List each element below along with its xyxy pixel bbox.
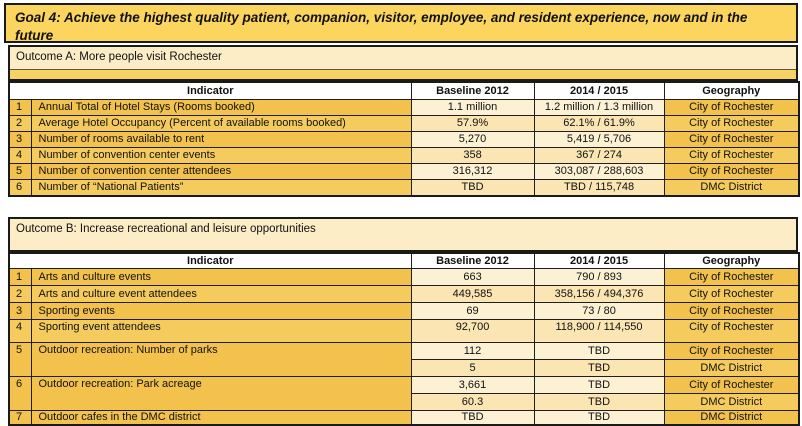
col-header-geography: Geography [664, 253, 799, 269]
indicator-cell: Sporting event attendees [31, 320, 411, 343]
table-row [9, 148, 799, 164]
table-outcome-b [8, 252, 800, 426]
report-page [0, 3, 802, 423]
table-outcome-a [8, 81, 800, 197]
current-cell: TBD [534, 360, 664, 377]
indicator-cell: Arts and culture event attendees [31, 286, 411, 303]
geography-cell: City of Rochester [664, 148, 799, 164]
col-header-baseline: Baseline 2012 [411, 253, 534, 269]
current-cell: TBD [534, 377, 664, 394]
indicator-cell: Average Hotel Occupancy (Percent of available rooms booked) [31, 116, 411, 132]
table-row [9, 100, 799, 116]
baseline-cell: TBD [411, 411, 534, 426]
baseline-cell: 449,585 [411, 286, 534, 303]
table-row [9, 269, 799, 286]
current-cell: 62.1% / 61.9% [534, 116, 664, 132]
baseline-cell: TBD [411, 180, 534, 197]
row-number: 5 [9, 343, 31, 377]
row-number: 4 [9, 148, 31, 164]
baseline-cell: 358 [411, 148, 534, 164]
row-number: 1 [9, 269, 31, 286]
baseline-cell: 5 [411, 360, 534, 377]
table-row [9, 411, 799, 426]
row-number: 3 [9, 303, 31, 320]
current-cell: 790 / 893 [534, 269, 664, 286]
baseline-cell: 60.3 [411, 394, 534, 411]
indicator-cell: Arts and culture events [31, 269, 411, 286]
indicator-cell: Sporting events [31, 303, 411, 320]
col-header-baseline: Baseline 2012 [411, 82, 534, 100]
geography-cell: City of Rochester [664, 269, 799, 286]
table-row [9, 132, 799, 148]
indicator-cell: Number of convention center attendees [31, 164, 411, 180]
row-number: 2 [9, 116, 31, 132]
baseline-cell: 92,700 [411, 320, 534, 343]
table-row [9, 116, 799, 132]
current-cell: TBD [534, 343, 664, 360]
current-cell: 73 / 80 [534, 303, 664, 320]
geography-cell: City of Rochester [664, 377, 799, 394]
outcome-a-spacer-strip [10, 69, 796, 79]
current-cell: TBD [534, 394, 664, 411]
col-header-indicator: Indicator [9, 253, 411, 269]
outcome-b-band [8, 217, 798, 252]
current-cell: TBD / 115,748 [534, 180, 664, 197]
geography-cell: DMC District [664, 360, 799, 377]
geography-cell: City of Rochester [664, 132, 799, 148]
geography-cell: City of Rochester [664, 343, 799, 360]
baseline-cell: 5,270 [411, 132, 534, 148]
indicator-cell: Number of convention center events [31, 148, 411, 164]
row-number: 3 [9, 132, 31, 148]
row-number: 2 [9, 286, 31, 303]
row-number: 6 [9, 180, 31, 197]
col-header-current: 2014 / 2015 [534, 253, 664, 269]
outcome-a-band [8, 45, 798, 81]
row-number: 6 [9, 377, 31, 411]
goal-title: Goal 4: Achieve the highest quality patient, companion, visitor, employee, and resident experience, now and in the future [15, 10, 748, 43]
geography-cell: City of Rochester [664, 303, 799, 320]
table-a-header-row [9, 82, 799, 100]
indicator-cell: Outdoor cafes in the DMC district [31, 411, 411, 426]
baseline-cell: 316,312 [411, 164, 534, 180]
outcome-b-label: Outcome B: Increase recreational and leisure opportunities [16, 223, 316, 235]
table-row [9, 164, 799, 180]
geography-cell: DMC District [664, 180, 799, 197]
indicator-cell: Outdoor recreation: Number of parks [31, 343, 411, 377]
col-header-current: 2014 / 2015 [534, 82, 664, 100]
table-row [9, 320, 799, 343]
current-cell: 358,156 / 494,376 [534, 286, 664, 303]
table-row [9, 286, 799, 303]
current-cell: 118,900 / 114,550 [534, 320, 664, 343]
row-number: 1 [9, 100, 31, 116]
baseline-cell: 112 [411, 343, 534, 360]
current-cell: 303,087 / 288,603 [534, 164, 664, 180]
baseline-cell: 57.9% [411, 116, 534, 132]
indicator-cell: Number of “National Patients” [31, 180, 411, 197]
indicator-cell: Outdoor recreation: Park acreage [31, 377, 411, 411]
geography-cell: City of Rochester [664, 286, 799, 303]
current-cell: 367 / 274 [534, 148, 664, 164]
geography-cell: City of Rochester [664, 100, 799, 116]
table-row [9, 303, 799, 320]
indicator-cell: Number of rooms available to rent [31, 132, 411, 148]
table-b-header-row [9, 253, 799, 269]
current-cell: 1.2 million / 1.3 million [534, 100, 664, 116]
row-number: 7 [9, 411, 31, 426]
geography-cell: City of Rochester [664, 320, 799, 343]
row-number: 5 [9, 164, 31, 180]
geography-cell: DMC District [664, 411, 799, 426]
table-row [9, 180, 799, 197]
table-row [9, 343, 799, 360]
geography-cell: City of Rochester [664, 164, 799, 180]
col-header-indicator: Indicator [9, 82, 411, 100]
baseline-cell: 3,661 [411, 377, 534, 394]
indicator-cell: Annual Total of Hotel Stays (Rooms booked) [31, 100, 411, 116]
baseline-cell: 1.1 million [411, 100, 534, 116]
goal-title-band [4, 3, 798, 43]
row-number: 4 [9, 320, 31, 343]
geography-cell: DMC District [664, 394, 799, 411]
geography-cell: City of Rochester [664, 116, 799, 132]
outcome-a-label: Outcome A: More people visit Rochester [16, 51, 222, 63]
baseline-cell: 69 [411, 303, 534, 320]
current-cell: TBD [534, 411, 664, 426]
col-header-geography: Geography [664, 82, 799, 100]
baseline-cell: 663 [411, 269, 534, 286]
current-cell: 5,419 / 5,706 [534, 132, 664, 148]
table-row [9, 377, 799, 394]
